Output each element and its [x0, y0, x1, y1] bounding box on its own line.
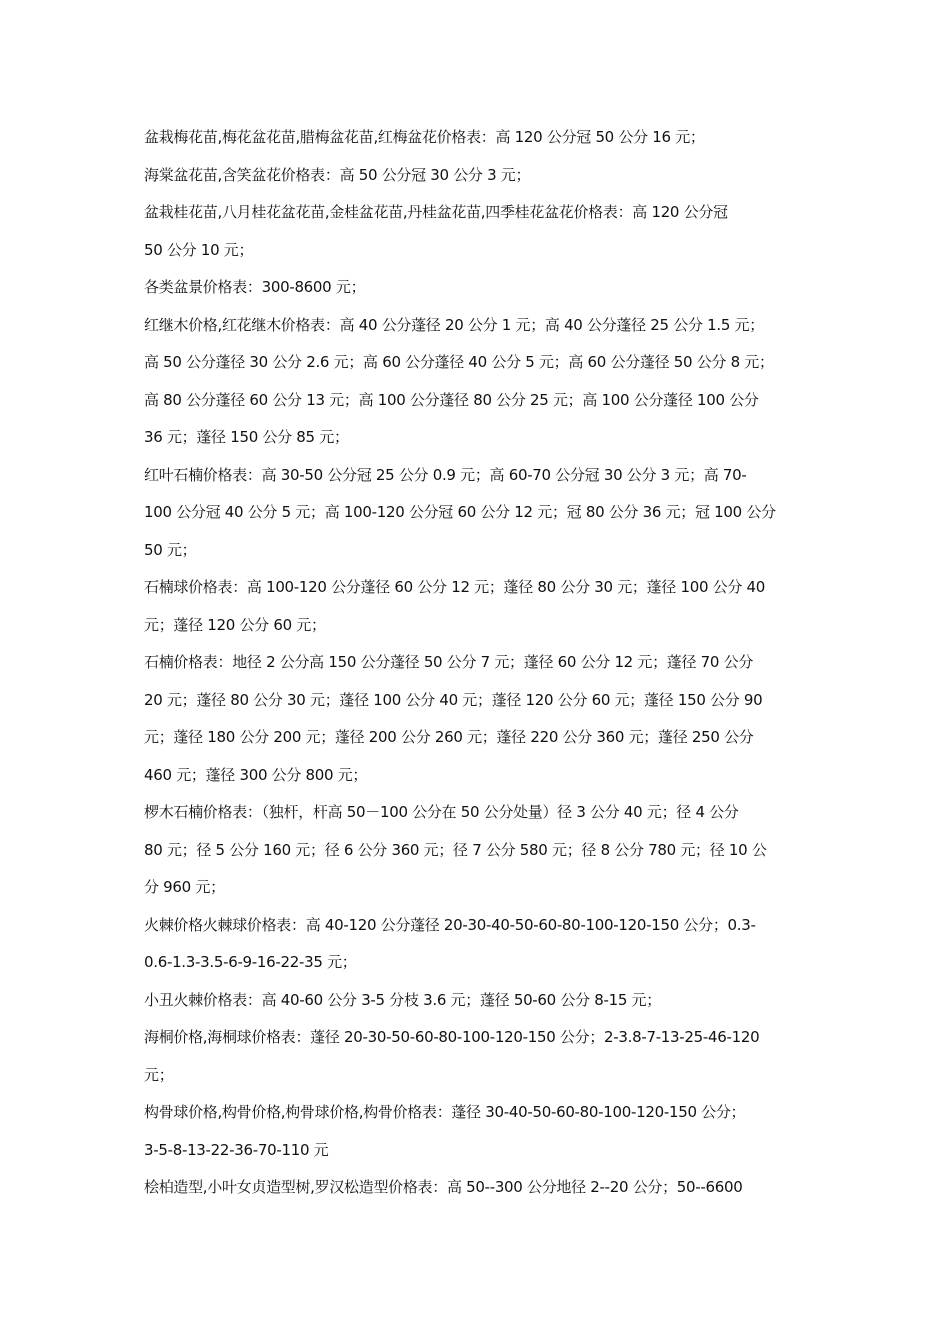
text-line: 元；蓬径 180 公分 200 元；蓬径 200 公分 260 元；蓬径 220 公分 360 元；蓬径 250 公分: [144, 728, 754, 746]
text-line: 盆栽梅花苗,梅花盆花苗,腊梅盆花苗,红梅盆花价格表：高 120 公分冠 50 公分 16 元；: [144, 128, 705, 146]
text-line: 高 50 公分蓬径 30 公分 2.6 元；高 60 公分蓬径 40 公分 5 元；高 60 公分蓬径 50 公分 8 元；: [144, 353, 774, 371]
text-line: 红继木价格,红花继木价格表：高 40 公分蓬径 20 公分 1 元；高 40 公分蓬径 25 公分 1.5 元；: [144, 315, 764, 334]
text-line: 0.6-1.3-3.5-6-9-16-22-35 元；: [144, 953, 357, 971]
text-line: 3-5-8-13-22-36-70-110 元: [144, 1140, 329, 1159]
price-list-text: [144, 119, 809, 1207]
text-line: 460 元；蓬径 300 公分 800 元；: [144, 765, 368, 784]
text-line: 元；: [144, 1065, 174, 1084]
text-line: 高 80 公分蓬径 60 公分 13 元；高 100 公分蓬径 80 公分 25 元；高 100 公分蓬径 100 公分: [144, 390, 759, 409]
text-line: 36 元；蓬径 150 公分 85 元；: [144, 428, 349, 446]
text-line: 元；蓬径 120 公分 60 元；: [144, 615, 326, 634]
text-line: 分 960 元；: [144, 878, 225, 896]
text-line: 石楠球价格表：高 100-120 公分蓬径 60 公分 12 元；蓬径 80 公分 30 元；蓬径 100 公分 40: [144, 578, 766, 596]
text-line: 80 元；径 5 公分 160 元；径 6 公分 360 元；径 7 公分 580 元；径 8 公分 780 元；径 10 公: [144, 840, 767, 859]
text-line: 桧柏造型,小叶女贞造型树,罗汉松造型价格表：高 50--300 公分地径 2--20 公分；50--6600: [144, 1178, 743, 1196]
text-line: 20 元；蓬径 80 公分 30 元；蓬径 100 公分 40 元；蓬径 120 公分 60 元；蓬径 150 公分 90: [144, 690, 763, 709]
text-line: 火棘价格火棘球价格表：高 40-120 公分蓬径 20-30-40-50-60-80-100-120-150 公分；0.3-: [144, 915, 756, 934]
text-line: 构骨球价格,构骨价格,枸骨球价格,构骨价格表：蓬径 30-40-50-60-80-100-120-150 公分；: [144, 1103, 746, 1121]
text-line: 海棠盆花苗,含笑盆花价格表：高 50 公分冠 30 公分 3 元；: [144, 165, 531, 184]
text-line: 红叶石楠价格表：高 30-50 公分冠 25 公分 0.9 元；高 60-70 公分冠 30 公分 3 元；高 70-: [144, 465, 747, 484]
text-line: 小丑火棘价格表：高 40-60 公分 3-5 分枝 3.6 元；蓬径 50-60 公分 8-15 元；: [144, 990, 661, 1009]
text-line: 椤木石楠价格表：（独杆，杆高 50－100 公分在 50 公分处量）径 3 公分 40 元；径 4 公分: [144, 803, 739, 821]
text-line: 各类盆景价格表：300-8600 元；: [144, 278, 366, 296]
text-line: 海桐价格,海桐球价格表：蓬径 20-30-50-60-80-100-120-150 公分；2-3.8-7-13-25-46-120: [144, 1028, 760, 1046]
text-line: 盆栽桂花苗,八月桂花盆花苗,金桂盆花苗,丹桂盆花苗,四季桂花盆花价格表：高 120 公分冠: [144, 203, 728, 221]
text-line: 100 公分冠 40 公分 5 元；高 100-120 公分冠 60 公分 12 元；冠 80 公分 36 元；冠 100 公分: [144, 503, 776, 521]
text-line: 石楠价格表：地径 2 公分高 150 公分蓬径 50 公分 7 元；蓬径 60 公分 12 元；蓬径 70 公分: [144, 653, 754, 671]
text-line: 50 公分 10 元；: [144, 240, 254, 259]
text-line: 50 元；: [144, 540, 197, 559]
